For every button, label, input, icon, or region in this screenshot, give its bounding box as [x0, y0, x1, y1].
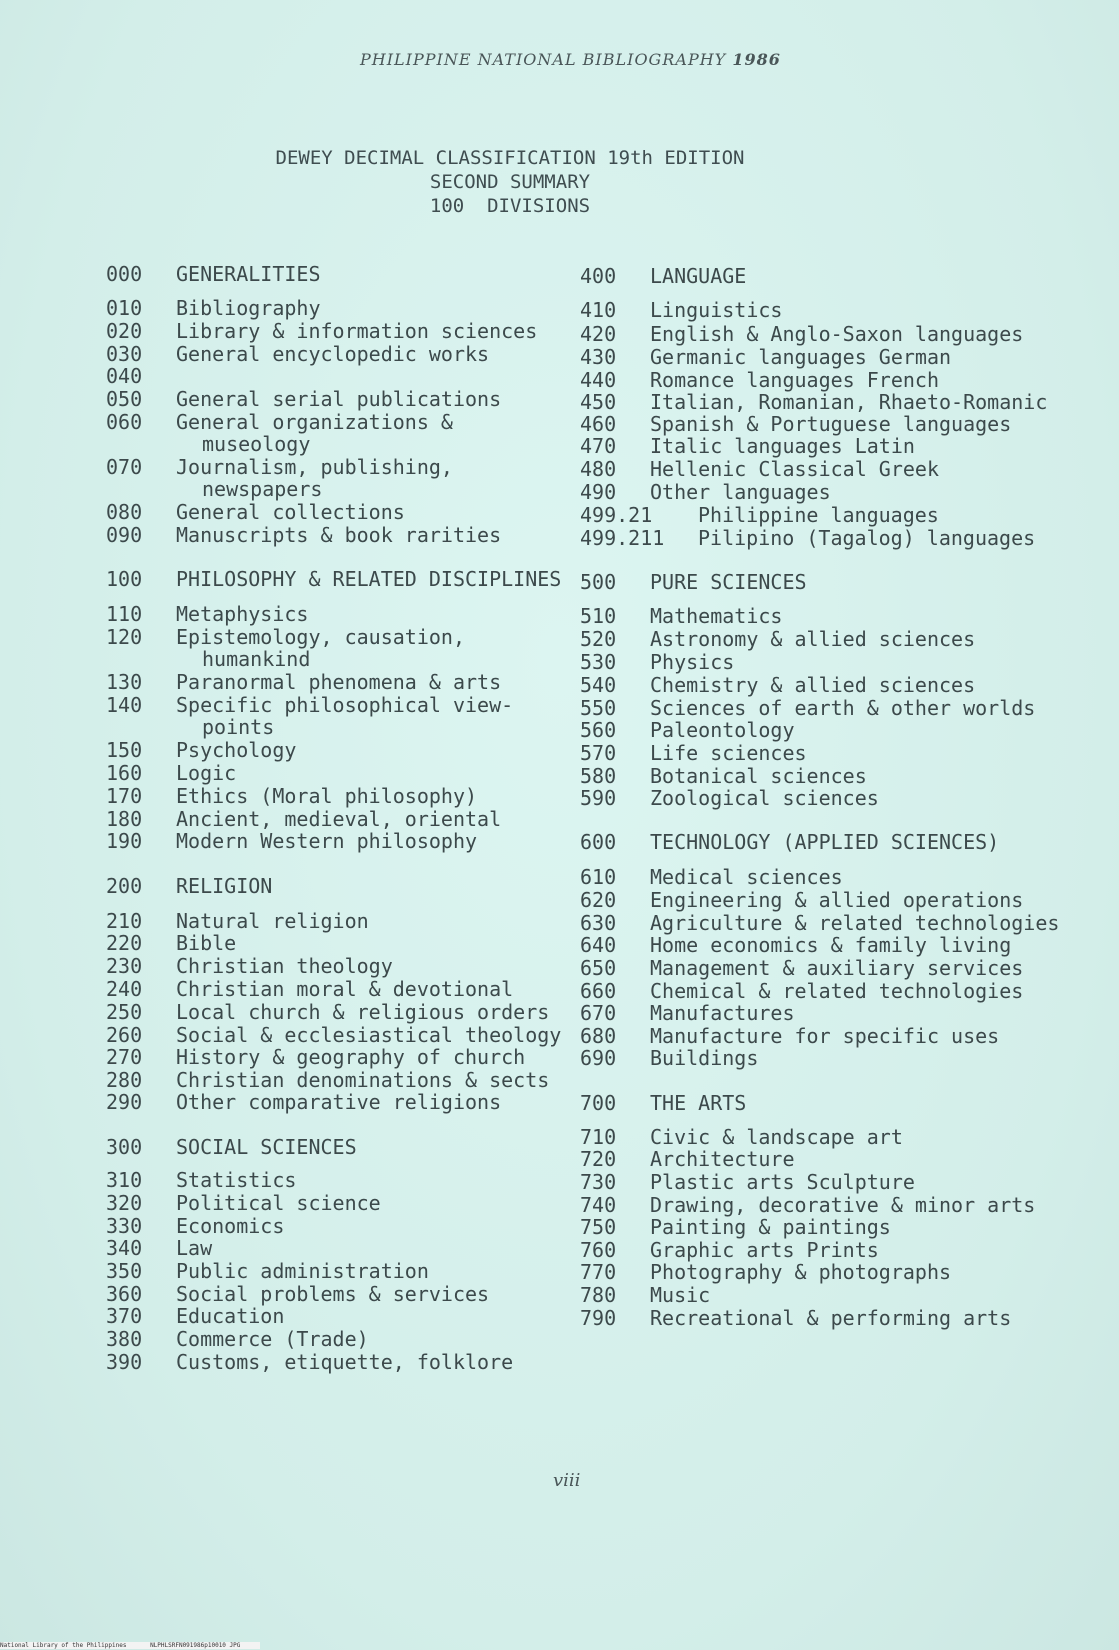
class-label: Italic languages Latin	[650, 434, 915, 458]
class-number: 230	[106, 954, 143, 978]
class-label: Life sciences	[650, 741, 807, 765]
class-label: Paleontology	[650, 718, 795, 742]
class-heading: THE ARTS	[650, 1091, 747, 1115]
class-number: 530	[580, 650, 617, 674]
class-label: Management & auxiliary services	[650, 956, 1024, 980]
class-number: 200	[106, 874, 143, 898]
class-label: Astronomy & allied sciences	[650, 627, 976, 651]
class-label: Public administration	[176, 1259, 429, 1283]
class-label: Other languages	[650, 480, 831, 504]
class-label: Logic	[176, 761, 237, 785]
class-number: 700	[580, 1091, 617, 1115]
class-number: 180	[106, 807, 143, 831]
class-number: 280	[106, 1068, 143, 1092]
class-number: 670	[580, 1001, 617, 1025]
class-label: Graphic arts Prints	[650, 1238, 879, 1262]
class-label: Romance languages French	[650, 368, 939, 392]
class-number: 060	[106, 410, 143, 434]
class-number: 580	[580, 764, 617, 788]
class-number: 450	[580, 390, 617, 414]
class-number: 370	[106, 1304, 143, 1328]
class-number: 640	[580, 933, 617, 957]
class-label: Pilipino (Tagalog) languages	[698, 526, 1036, 550]
class-label: Ancient, medieval, oriental	[176, 807, 502, 831]
class-label: Home economics & family living	[650, 933, 1012, 957]
class-number: 499.211	[580, 526, 665, 550]
class-number: 499.21	[580, 503, 653, 527]
class-number: 780	[580, 1283, 617, 1307]
class-label: English & Anglo-Saxon languages	[650, 322, 1024, 346]
class-number: 120	[106, 625, 143, 649]
class-number: 430	[580, 345, 617, 369]
class-label: Plastic arts Sculpture	[650, 1170, 915, 1194]
class-number: 270	[106, 1045, 143, 1069]
class-label: Italian, Romanian, Rhaeto-Romanic	[650, 390, 1048, 414]
class-label: Bible	[176, 931, 237, 955]
class-number: 680	[580, 1024, 617, 1048]
class-label: Zoological sciences	[650, 786, 879, 810]
class-number: 760	[580, 1238, 617, 1262]
class-label: points	[202, 715, 275, 739]
footer-library: National Library of the Philippines	[0, 1642, 127, 1649]
class-number: 070	[106, 455, 143, 479]
class-heading: LANGUAGE	[650, 264, 747, 288]
class-label: Political science	[176, 1191, 381, 1215]
class-number: 770	[580, 1260, 617, 1284]
class-number: 570	[580, 741, 617, 765]
class-number: 220	[106, 931, 143, 955]
class-label: Physics	[650, 650, 735, 674]
class-heading: PHILOSOPHY & RELATED DISCIPLINES	[176, 567, 562, 591]
class-label: Epistemology, causation,	[176, 625, 465, 649]
class-number: 330	[106, 1214, 143, 1238]
running-head	[360, 50, 800, 69]
running-title: PHILIPPINE NATIONAL BIBLIOGRAPHY	[360, 50, 727, 69]
class-label: Ethics (Moral philosophy)	[176, 784, 478, 808]
class-number: 660	[580, 979, 617, 1003]
class-number: 040	[106, 364, 143, 388]
class-number: 100	[106, 567, 143, 591]
class-number: 110	[106, 602, 143, 626]
class-label: Manufacture for specific uses	[650, 1024, 1000, 1048]
class-label: Engineering & allied operations	[650, 888, 1024, 912]
class-label: General organizations &	[176, 410, 453, 434]
class-heading: PURE SCIENCES	[650, 570, 807, 594]
footer-file: NLPHLSRFN091986p10010 JPG	[150, 1642, 241, 1649]
class-number: 240	[106, 977, 143, 1001]
class-number: 410	[580, 298, 617, 322]
class-number: 740	[580, 1193, 617, 1217]
class-label: Civic & landscape art	[650, 1125, 903, 1149]
class-number: 470	[580, 434, 617, 458]
class-label: Other comparative religions	[176, 1090, 502, 1114]
class-label: Music	[650, 1283, 711, 1307]
class-label: Library & information sciences	[176, 319, 538, 343]
class-number: 490	[580, 480, 617, 504]
class-number: 210	[106, 909, 143, 933]
class-number: 500	[580, 570, 617, 594]
class-heading: RELIGION	[176, 874, 273, 898]
title-block	[200, 146, 820, 218]
class-number: 360	[106, 1282, 143, 1306]
class-label: Agriculture & related technologies	[650, 911, 1060, 935]
class-number: 190	[106, 829, 143, 853]
class-label: Architecture	[650, 1147, 795, 1171]
class-label: Manuscripts & book rarities	[176, 523, 502, 547]
class-number: 010	[106, 296, 143, 320]
class-number: 560	[580, 718, 617, 742]
class-number: 140	[106, 693, 143, 717]
class-number: 400	[580, 264, 617, 288]
class-label: Recreational & performing arts	[650, 1306, 1012, 1330]
class-label: Natural religion	[176, 909, 369, 933]
class-number: 460	[580, 412, 617, 436]
class-number: 690	[580, 1046, 617, 1070]
class-number: 520	[580, 627, 617, 651]
class-label: Social problems & services	[176, 1282, 490, 1306]
class-heading: TECHNOLOGY (APPLIED SCIENCES)	[650, 830, 1000, 854]
class-number: 260	[106, 1023, 143, 1047]
class-number: 170	[106, 784, 143, 808]
class-label: Statistics	[176, 1168, 297, 1192]
class-number: 510	[580, 604, 617, 628]
class-number: 540	[580, 673, 617, 697]
class-label: Economics	[176, 1214, 285, 1238]
class-number: 440	[580, 368, 617, 392]
class-label: Spanish & Portuguese languages	[650, 412, 1012, 436]
class-label: Hellenic Classical Greek	[650, 457, 939, 481]
class-number: 550	[580, 696, 617, 720]
class-label: Journalism, publishing,	[176, 455, 453, 479]
class-number: 310	[106, 1168, 143, 1192]
class-label: General collections	[176, 500, 405, 524]
class-label: Buildings	[650, 1046, 759, 1070]
class-number: 320	[106, 1191, 143, 1215]
class-heading: GENERALITIES	[176, 262, 321, 286]
class-number: 610	[580, 865, 617, 889]
class-label: Germanic languages German	[650, 345, 952, 369]
class-label: Christian denominations & sects	[176, 1068, 550, 1092]
class-label: Christian moral & devotional	[176, 977, 514, 1001]
class-label: Education	[176, 1304, 285, 1328]
class-number: 350	[106, 1259, 143, 1283]
class-number: 340	[106, 1236, 143, 1260]
class-number: 730	[580, 1170, 617, 1194]
class-label: Metaphysics	[176, 602, 309, 626]
class-number: 300	[106, 1135, 143, 1159]
class-label: Linguistics	[650, 298, 783, 322]
class-label: Manufactures	[650, 1001, 795, 1025]
class-label: newspapers	[202, 477, 323, 501]
class-label: Modern Western philosophy	[176, 829, 478, 853]
class-label: General serial publications	[176, 387, 502, 411]
class-number: 050	[106, 387, 143, 411]
class-number: 080	[106, 500, 143, 524]
class-label: Commerce (Trade)	[176, 1327, 369, 1351]
class-heading: SOCIAL SCIENCES	[176, 1135, 357, 1159]
page-number: viii	[553, 1470, 581, 1491]
class-label: Christian theology	[176, 954, 393, 978]
class-label: Painting & paintings	[650, 1215, 891, 1239]
class-label: History & geography of church	[176, 1045, 526, 1069]
class-label: humankind	[202, 647, 311, 671]
class-label: Local church & religious orders	[176, 1000, 550, 1024]
class-label: Psychology	[176, 738, 297, 762]
class-number: 390	[106, 1350, 143, 1374]
class-label: Botanical sciences	[650, 764, 867, 788]
class-number: 620	[580, 888, 617, 912]
title-line-3: 100 DIVISIONS	[429, 195, 591, 217]
class-number: 720	[580, 1147, 617, 1171]
class-number: 130	[106, 670, 143, 694]
class-number: 290	[106, 1090, 143, 1114]
class-number: 150	[106, 738, 143, 762]
class-label: Sciences of earth & other worlds	[650, 696, 1036, 720]
class-label: Bibliography	[176, 296, 321, 320]
class-label: museology	[202, 432, 311, 456]
class-label: Chemistry & allied sciences	[650, 673, 976, 697]
class-number: 250	[106, 1000, 143, 1024]
class-label: Drawing, decorative & minor arts	[650, 1193, 1036, 1217]
class-number: 160	[106, 761, 143, 785]
class-label: Paranormal phenomena & arts	[176, 670, 502, 694]
class-number: 650	[580, 956, 617, 980]
class-label: Specific philosophical view-	[176, 693, 514, 717]
class-label: Philippine languages	[698, 503, 939, 527]
title-line-1: DEWEY DECIMAL CLASSIFICATION 19th EDITION	[275, 147, 745, 169]
class-label: Customs, etiquette, folklore	[176, 1350, 514, 1374]
class-number: 600	[580, 830, 617, 854]
class-number: 420	[580, 322, 617, 346]
class-label: Chemical & related technologies	[650, 979, 1024, 1003]
class-label: Law	[176, 1236, 213, 1260]
class-number: 790	[580, 1306, 617, 1330]
title-line-2: SECOND SUMMARY	[429, 171, 591, 193]
class-number: 000	[106, 262, 143, 286]
class-number: 590	[580, 786, 617, 810]
class-number: 020	[106, 319, 143, 343]
class-label: Photography & photographs	[650, 1260, 952, 1284]
class-label: General encyclopedic works	[176, 342, 490, 366]
class-number: 030	[106, 342, 143, 366]
scan-footer	[0, 1642, 260, 1649]
class-number: 380	[106, 1327, 143, 1351]
class-number: 090	[106, 523, 143, 547]
class-number: 630	[580, 911, 617, 935]
class-label: Social & ecclesiastical theology	[176, 1023, 562, 1047]
class-label: Mathematics	[650, 604, 783, 628]
running-year: 1986	[732, 50, 781, 69]
class-label: Medical sciences	[650, 865, 843, 889]
class-number: 710	[580, 1125, 617, 1149]
class-number: 750	[580, 1215, 617, 1239]
class-number: 480	[580, 457, 617, 481]
